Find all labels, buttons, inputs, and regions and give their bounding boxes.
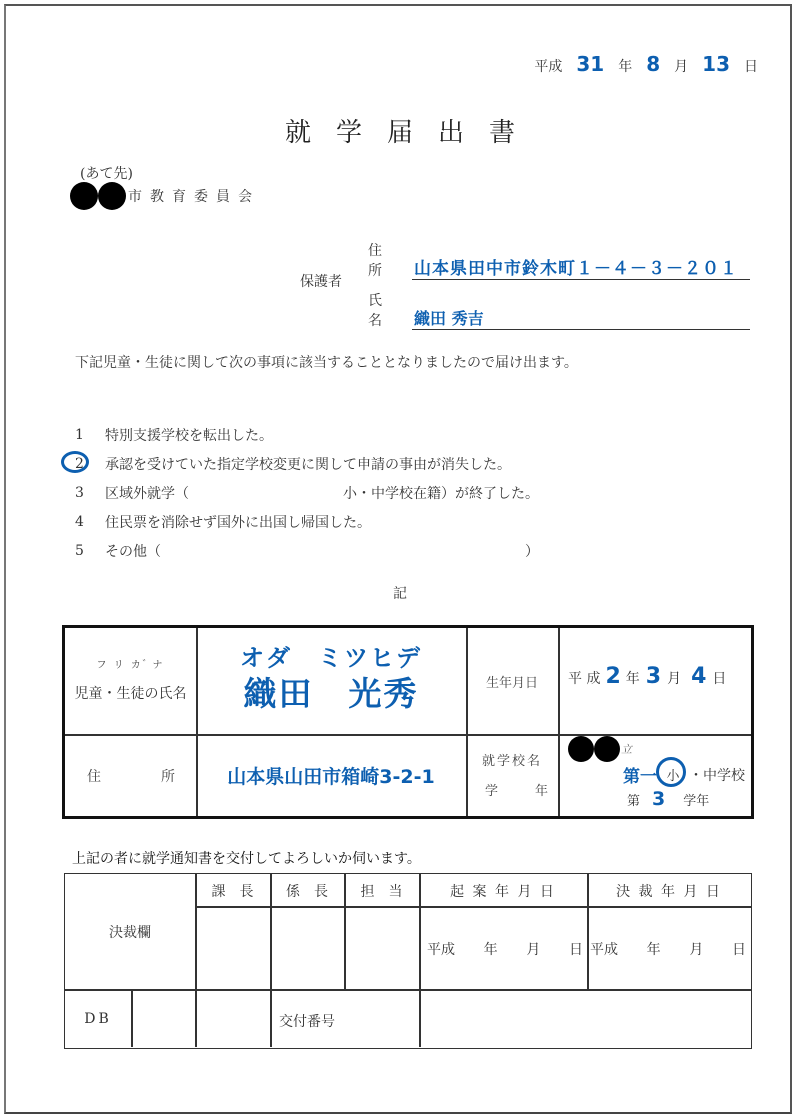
table-divider: [558, 628, 560, 816]
table-divider: [466, 628, 468, 816]
approval-table: [64, 873, 752, 1049]
dob-value: [568, 664, 726, 689]
reason-number: 4: [75, 513, 84, 530]
db-value-cell[interactable]: [132, 991, 194, 1046]
grade-value[interactable]: 3: [652, 788, 666, 810]
guardian-label: 保護者: [300, 274, 342, 290]
address-label-2: 所: [161, 769, 175, 785]
reason-number: 3: [75, 484, 84, 501]
draft-date-field[interactable]: [427, 939, 583, 959]
redaction-dot: [568, 736, 594, 762]
draft-date-month: 月: [526, 942, 541, 958]
date-year-unit: 年: [618, 59, 633, 75]
decision-date-field[interactable]: [590, 939, 746, 959]
student-info-table: [62, 625, 754, 819]
header-draft-date: 起 案 年 月 日: [450, 884, 556, 900]
header-decision-date: 決 裁 年 月 日: [616, 884, 722, 900]
date-day[interactable]: 13: [702, 52, 730, 76]
decision-date-era: 平成: [590, 942, 618, 958]
dob-era: 平 成: [568, 671, 601, 687]
date-day-unit: 日: [744, 59, 758, 75]
issue-number-value-cell[interactable]: [421, 991, 749, 1046]
reason-item-4[interactable]: [72, 507, 539, 536]
guardian-address-label: 住 所: [368, 243, 394, 279]
grade-suffix: 学年: [683, 794, 710, 809]
redaction-dot: [594, 736, 620, 762]
dob-day-unit: 日: [712, 671, 727, 687]
guardian-name-label: 氏 名: [368, 293, 394, 329]
dob-label: 生年月日: [485, 676, 538, 691]
table-divider: [65, 734, 751, 736]
guardian-address-input[interactable]: 山本県田中市鈴木町１－４－３－２０１: [412, 257, 750, 280]
furigana-label: フ リ カ ゙ ナ: [96, 660, 165, 671]
school-type-elementary: 小: [666, 769, 680, 784]
selected-circle-icon: [656, 757, 686, 787]
dob-month-unit: 月: [667, 671, 682, 687]
stamp-cell-section-chief[interactable]: [196, 908, 269, 988]
student-furigana-value[interactable]: オダ ミツヒデ: [240, 644, 422, 672]
reason-text: 承認を受けていた指定学校変更に関して申請の事由が消失した。: [105, 456, 511, 473]
header-section-chief: 課 長: [211, 884, 254, 900]
reason-text: 住民票を消除せず国外に出国し帰国した。: [105, 514, 371, 531]
school-name-prefix[interactable]: 第一: [623, 767, 657, 787]
redaction-dot: [70, 182, 98, 210]
reason-text: 区域外就学（ 小・中学校在籍）が終了した。: [105, 485, 539, 502]
draft-date-era: 平成: [427, 942, 455, 958]
reason-number: 5: [75, 542, 84, 559]
document-title: 就学届出書: [284, 118, 540, 148]
guardian-name-input[interactable]: 織田 秀吉: [412, 307, 750, 330]
dob-year[interactable]: 2: [605, 664, 621, 689]
addressee: [70, 182, 260, 210]
reason-number: 2: [75, 455, 84, 472]
dob-year-unit: 年: [625, 671, 640, 687]
reason-number: 1: [75, 426, 84, 443]
dob-day[interactable]: 4: [691, 664, 707, 689]
header-staff: 担 当: [360, 884, 403, 900]
draft-date-year: 年: [483, 942, 498, 958]
school-type-selected[interactable]: [660, 765, 686, 784]
dob-month[interactable]: 3: [645, 664, 662, 689]
stamp-cell-subsection-chief[interactable]: [271, 908, 343, 988]
draft-date-day: 日: [568, 942, 583, 958]
grade-prefix: 第: [627, 794, 641, 809]
selected-circle-icon: [61, 451, 89, 473]
decision-date-day: 日: [731, 942, 746, 958]
reason-item-3[interactable]: [72, 478, 539, 507]
header-subsection-chief: 係 長: [286, 884, 328, 900]
intro-text: 下記児童・生徒に関して次の事項に該当することとなりましたので届け出ます。: [75, 355, 578, 371]
student-address-value[interactable]: 山本県山田市箱崎3-2-1: [227, 766, 435, 788]
guardian-address-field: [368, 240, 750, 280]
grade-label-2: 年: [535, 784, 549, 799]
addressee-org: 市教育委員会: [128, 189, 260, 205]
reason-item-2[interactable]: [72, 449, 539, 478]
school-name: [623, 762, 745, 787]
grade-value-row: [627, 788, 709, 810]
ki-heading: 記: [393, 586, 407, 602]
issue-number-label: 交付番号: [279, 1014, 335, 1030]
school-type-rest: ・中学校: [689, 767, 745, 784]
date-year[interactable]: 31: [576, 52, 605, 76]
date-month-unit: 月: [674, 59, 689, 75]
date-month[interactable]: 8: [646, 52, 661, 76]
date-era: 平成: [534, 59, 563, 75]
decision-date-year: 年: [646, 942, 661, 958]
student-name-label: 児童・生徒の氏名: [74, 686, 187, 702]
redaction-dot: [98, 182, 126, 210]
addressee-note: (あて先): [80, 166, 133, 182]
reason-item-1[interactable]: [72, 420, 539, 449]
reason-item-5[interactable]: [72, 536, 539, 565]
reason-list: [72, 420, 539, 565]
submission-date: [534, 52, 758, 76]
db-label: DB: [84, 1011, 112, 1027]
decision-date-month: 月: [689, 942, 704, 958]
reason-text: 特別支援学校を転出した。: [105, 427, 273, 444]
approval-section-label: 決裁欄: [109, 925, 151, 941]
approval-note: 上記の者に就学通知書を交付してよろしいか伺います。: [72, 851, 421, 867]
address-label-1: 住: [87, 769, 101, 785]
reason-text: その他（ ）: [105, 543, 539, 560]
student-name-value[interactable]: 織田 光秀: [243, 674, 419, 713]
school-label: 就学校名: [481, 754, 542, 769]
grade-label-1: 学: [485, 784, 499, 799]
school-suffix-mark: 立: [621, 743, 632, 756]
stamp-cell-staff[interactable]: [345, 908, 418, 988]
school-redaction: [568, 736, 632, 762]
guardian-name-field: [368, 290, 750, 330]
